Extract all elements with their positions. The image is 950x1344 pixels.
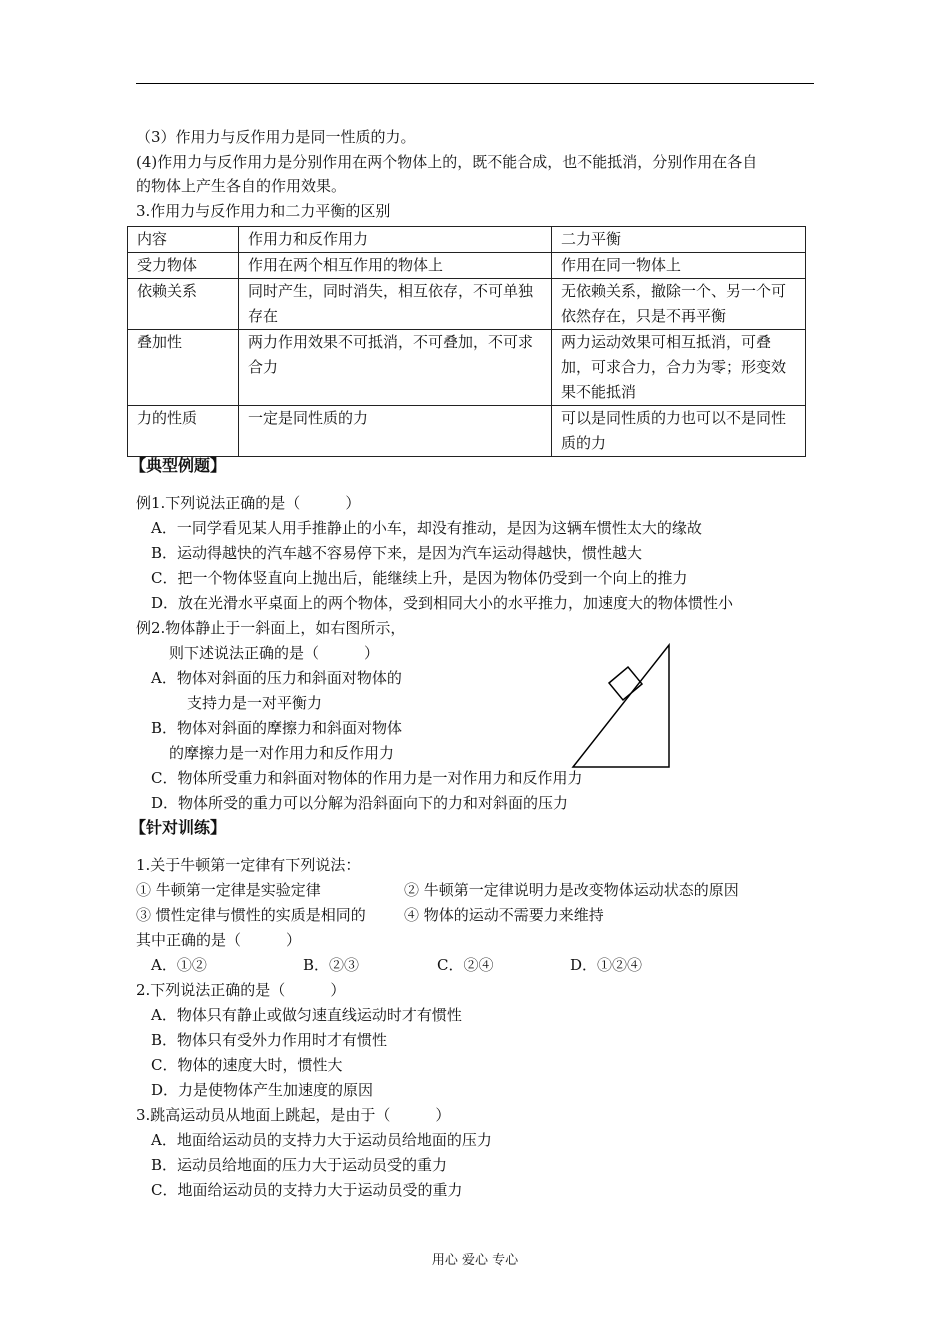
question-3-option-b: B．运动员给地面的压力大于运动员受的重力 bbox=[151, 1156, 448, 1174]
example-2-option-a-line2: 支持力是一对平衡力 bbox=[187, 694, 323, 712]
question-1-option-b: B．②③ bbox=[303, 956, 360, 974]
question-3-stem: 3.跳高运动员从地面上跳起，是由于（ ） bbox=[136, 1106, 451, 1124]
table-cell: 叠加性 bbox=[128, 330, 239, 406]
example-2-option-b-line1: B．物体对斜面的摩擦力和斜面对物体 bbox=[151, 719, 403, 737]
example-2-option-d: D．物体所受的重力可以分解为沿斜面向下的力和对斜面的压力 bbox=[151, 794, 569, 812]
table-cell: 同时产生，同时消失，相互依存，不可单独存在 bbox=[239, 279, 552, 330]
example-2-option-b-line2: 的摩擦力是一对作用力和反作用力 bbox=[169, 744, 395, 762]
incline-triangle bbox=[573, 645, 669, 767]
example-1-option-d: D．放在光滑水平桌面上的两个物体，受到相同大小的水平推力，加速度大的物体惯性小 bbox=[151, 594, 734, 612]
training-heading: 【针对训练】 bbox=[130, 818, 227, 837]
question-2-option-a: A．物体只有静止或做匀速直线运动时才有惯性 bbox=[151, 1006, 462, 1024]
question-1-stem: 1.关于牛顿第一定律有下列说法： bbox=[136, 856, 361, 874]
table-cell: 作用在同一物体上 bbox=[552, 253, 806, 279]
page-footer: 用心 爱心 专心 bbox=[431, 1253, 519, 1268]
table-cell: 依赖关系 bbox=[128, 279, 239, 330]
example-2-stem: 例2.物体静止于一斜面上，如右图所示， bbox=[136, 619, 406, 637]
table-header-cell: 二力平衡 bbox=[552, 227, 806, 253]
question-2-stem: 2.下列说法正确的是（ ） bbox=[136, 981, 346, 999]
table-header-cell: 内容 bbox=[128, 227, 239, 253]
table-cell: 两力作用效果不可抵消，不可叠加，不可求合力 bbox=[239, 330, 552, 406]
example-2-stem-2: 则下述说法正确的是（ ） bbox=[169, 644, 380, 662]
comparison-table bbox=[127, 226, 806, 457]
example-2-option-a-line1: A．物体对斜面的压力和斜面对物体的 bbox=[151, 669, 402, 687]
incline-figure bbox=[560, 640, 680, 772]
section-3-title: 3.作用力与反作用力和二力平衡的区别 bbox=[136, 202, 391, 220]
question-2-option-b: B．物体只有受外力作用时才有惯性 bbox=[151, 1031, 388, 1049]
example-1-option-c: C．把一个物体竖直向上抛出后，能继续上升，是因为物体仍受到一个向上的推力 bbox=[151, 569, 688, 587]
header-rule bbox=[136, 83, 814, 84]
intro-line-4b: 的物体上产生各自的作用效果。 bbox=[136, 177, 347, 195]
question-1-statement-3: ③ 惯性定律与惯性的实质是相同的 bbox=[136, 906, 366, 924]
question-1-option-d: D．①②④ bbox=[570, 956, 643, 974]
table-cell: 无依赖关系，撤除一个、另一个可依然存在，只是不再平衡 bbox=[552, 279, 806, 330]
intro-line-3: （3）作用力与反作用力是同一性质的力。 bbox=[136, 128, 416, 146]
example-1-stem: 例1.下列说法正确的是（ ） bbox=[136, 494, 361, 512]
table-cell: 一定是同性质的力 bbox=[239, 406, 552, 457]
table-cell: 受力物体 bbox=[128, 253, 239, 279]
table-cell: 可以是同性质的力也可以不是同性质的力 bbox=[552, 406, 806, 457]
question-1-statement-1: ① 牛顿第一定律是实验定律 bbox=[136, 881, 321, 899]
question-1-statement-2: ② 牛顿第一定律说明力是改变物体运动状态的原因 bbox=[404, 881, 739, 899]
table-row bbox=[128, 253, 806, 279]
table-row bbox=[128, 279, 806, 330]
table-header-row bbox=[128, 227, 806, 253]
question-1-option-c: C．②④ bbox=[437, 956, 494, 974]
table-row bbox=[128, 330, 806, 406]
example-1-option-a: A．一同学看见某人用手推静止的小车，却没有推动，是因为这辆车惯性太大的缘故 bbox=[151, 519, 702, 537]
table-row bbox=[128, 406, 806, 457]
question-3-option-a: A．地面给运动员的支持力大于运动员给地面的压力 bbox=[151, 1131, 492, 1149]
question-3-option-c: C．地面给运动员的支持力大于运动员受的重力 bbox=[151, 1181, 463, 1199]
question-1-option-a: A．①② bbox=[151, 956, 207, 974]
table-cell: 两力运动效果可相互抵消，可叠加，可求合力，合力为零；形变效果不能抵消 bbox=[552, 330, 806, 406]
example-2-option-c: C．物体所受重力和斜面对物体的作用力是一对作用力和反作用力 bbox=[151, 769, 583, 787]
example-1-option-b: B．运动得越快的汽车越不容易停下来，是因为汽车运动得越快，惯性越大 bbox=[151, 544, 643, 562]
question-1-ask: 其中正确的是（ ） bbox=[136, 931, 302, 949]
question-2-option-d: D．力是使物体产生加速度的原因 bbox=[151, 1081, 374, 1099]
question-2-option-c: C．物体的速度大时，惯性大 bbox=[151, 1056, 343, 1074]
table-header-cell: 作用力和反作用力 bbox=[239, 227, 552, 253]
examples-heading: 【典型例题】 bbox=[130, 456, 227, 475]
table-cell: 作用在两个相互作用的物体上 bbox=[239, 253, 552, 279]
block-on-incline bbox=[609, 667, 642, 700]
table-cell: 力的性质 bbox=[128, 406, 239, 457]
intro-line-4a: (4)作用力与反作用力是分别作用在两个物体上的，既不能合成，也不能抵消，分别作用在各自 bbox=[136, 153, 758, 171]
question-1-statement-4: ④ 物体的运动不需要力来维持 bbox=[404, 906, 604, 924]
